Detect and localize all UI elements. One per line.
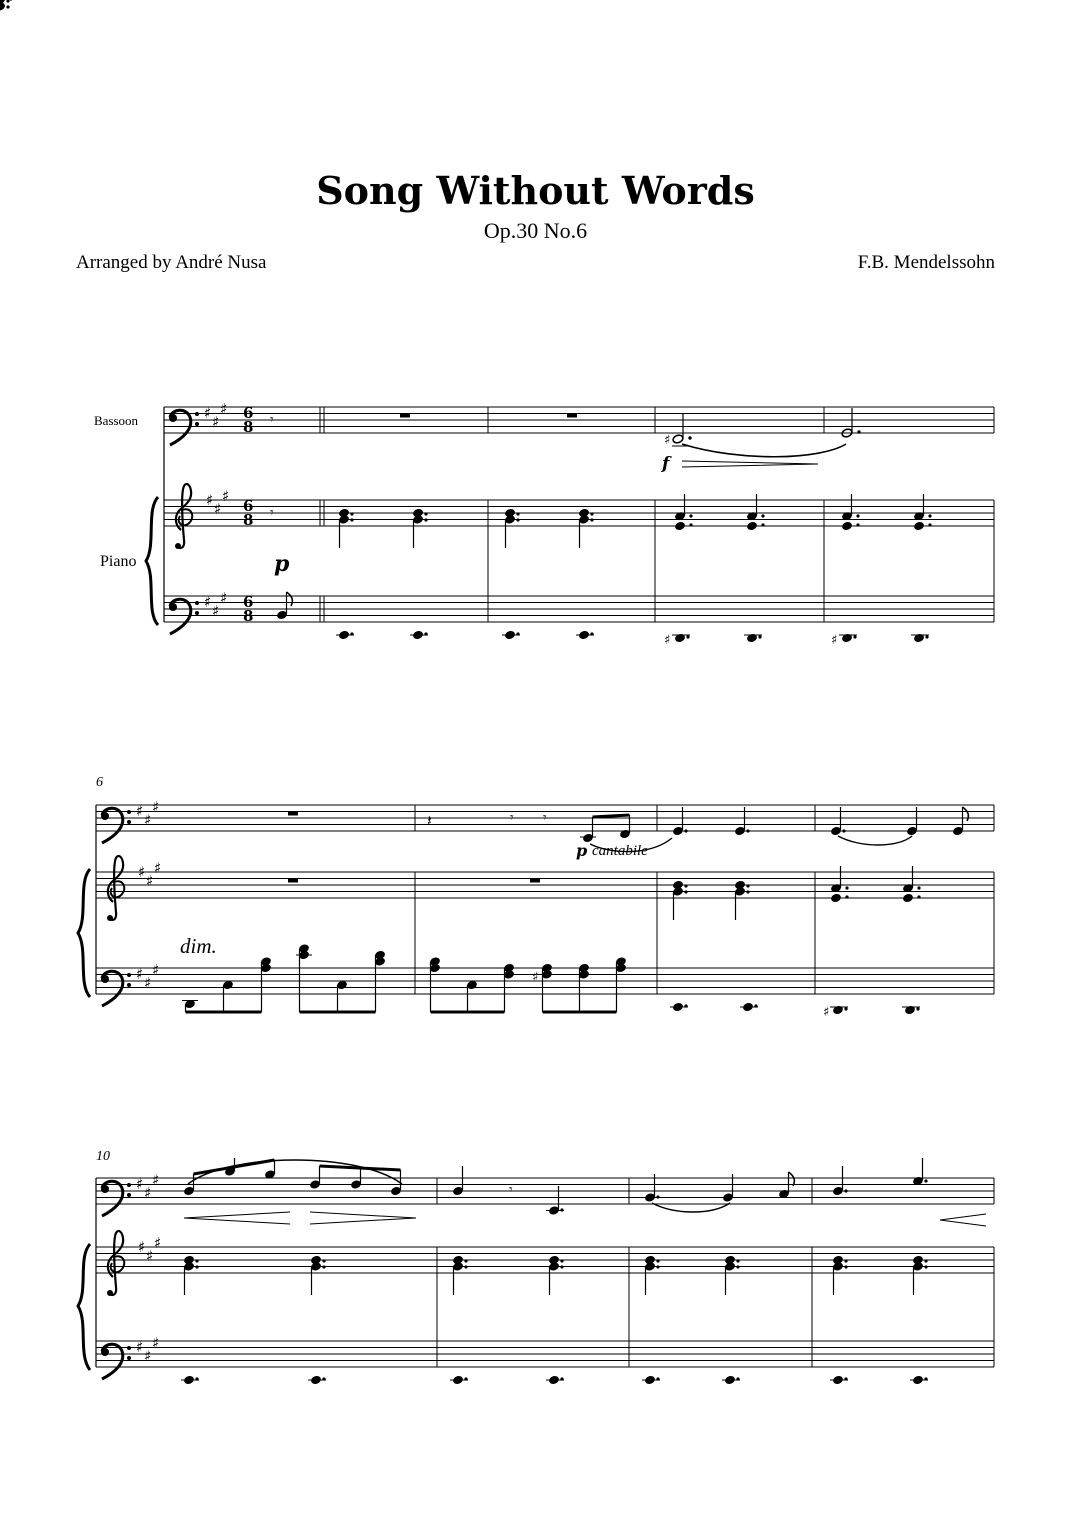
- svg-text:6: 6: [243, 497, 254, 515]
- svg-text:♯: ♯: [136, 965, 144, 983]
- svg-text:♯: ♯: [138, 1238, 146, 1256]
- bassoon-notes: [661, 408, 994, 474]
- bass-clef-icon: [101, 808, 131, 843]
- svg-text:♯: ♯: [144, 811, 152, 829]
- system-3: [78, 1149, 994, 1385]
- svg-text:♯: ♯: [146, 1247, 154, 1265]
- piano-bass-staff: [164, 596, 994, 622]
- svg-text:♯: ♯: [152, 798, 160, 816]
- treble-clef-icon: [107, 856, 124, 921]
- svg-text:♯: ♯: [146, 872, 154, 890]
- score-title: Song Without Words: [316, 168, 755, 213]
- arranger-credit: Arranged by André Nusa: [76, 252, 267, 273]
- system-1: [0, 0, 994, 648]
- svg-text:♯: ♯: [212, 413, 220, 431]
- svg-text:♯: ♯: [664, 633, 671, 648]
- bassoon-label: Bassoon: [94, 413, 139, 428]
- svg-text:♯: ♯: [138, 863, 146, 881]
- eighth-rest-icon: 𝄾: [270, 412, 274, 428]
- svg-text:♯: ♯: [144, 1347, 152, 1365]
- svg-text:♯: ♯: [532, 970, 539, 985]
- treble-clef-icon: [107, 1231, 124, 1296]
- whole-rest-icon: [567, 414, 577, 418]
- bass-notes-s3: [181, 1375, 928, 1386]
- svg-text:♯: ♯: [214, 500, 222, 518]
- svg-text:♯: ♯: [831, 633, 838, 648]
- svg-text:6: 6: [243, 593, 254, 611]
- svg-text:6: 6: [243, 404, 254, 422]
- piano-bass-notes: [336, 630, 929, 648]
- bass-clef-icon: [169, 599, 199, 634]
- bassoon-staff: [164, 407, 994, 433]
- svg-text:8: 8: [243, 511, 254, 529]
- system-2: [78, 775, 994, 1020]
- svg-text:♯: ♯: [204, 404, 212, 422]
- svg-text:𝄾: 𝄾: [543, 810, 547, 826]
- eighth-rest-icon: 𝄾: [270, 505, 274, 521]
- svg-text:♯: ♯: [152, 961, 160, 979]
- svg-text:𝄽: 𝄽: [427, 811, 432, 830]
- dynamic-p: p: [274, 551, 290, 577]
- svg-text:♯: ♯: [212, 602, 220, 620]
- cantabile-marking: cantabile: [592, 843, 648, 859]
- svg-text:♯: ♯: [152, 1334, 160, 1352]
- svg-text:𝄾: 𝄾: [509, 1182, 513, 1198]
- dynamic-f: f: [662, 454, 670, 474]
- bass-clef-icon: [169, 410, 199, 445]
- piano-treble-chords: [338, 508, 594, 548]
- piano-brace: [146, 497, 158, 625]
- svg-text:♯: ♯: [144, 974, 152, 992]
- svg-text:8: 8: [243, 607, 254, 625]
- score-subtitle: Op.30 No.6: [483, 218, 588, 243]
- measure-number: 6: [96, 775, 103, 790]
- whole-rest-icon: [400, 414, 410, 418]
- bass-arpeggio: [182, 943, 627, 1012]
- svg-text:𝄾: 𝄾: [510, 810, 514, 826]
- dim-marking: dim.: [180, 934, 217, 958]
- composer-credit: F.B. Mendelssohn: [857, 252, 995, 273]
- piano-treble-notes: [0, 0, 10, 35]
- svg-text:♯: ♯: [136, 802, 144, 820]
- measure-number: 10: [96, 1149, 110, 1164]
- svg-text:♯: ♯: [220, 589, 228, 607]
- bass-clef-icon: [101, 1344, 131, 1379]
- svg-text:♯: ♯: [222, 487, 230, 505]
- bass-clef-icon: [101, 971, 131, 1006]
- bass-clef-icon: [101, 1181, 131, 1216]
- svg-text:♯: ♯: [220, 400, 228, 418]
- svg-text:♯: ♯: [823, 1005, 830, 1020]
- svg-text:♯: ♯: [154, 859, 162, 877]
- svg-text:8: 8: [243, 418, 254, 436]
- svg-text:♯: ♯: [664, 433, 671, 448]
- svg-text:♯: ♯: [136, 1338, 144, 1356]
- treble-clef-icon: [175, 484, 192, 549]
- svg-text:♯: ♯: [144, 1184, 152, 1202]
- time-signature: [243, 404, 253, 625]
- svg-text:♯: ♯: [206, 491, 214, 509]
- svg-text:♯: ♯: [204, 593, 212, 611]
- svg-text:♯: ♯: [154, 1234, 162, 1252]
- svg-text:♯: ♯: [152, 1171, 160, 1189]
- piano-label: Piano: [100, 553, 137, 570]
- dynamic-p: p: [576, 841, 588, 860]
- svg-text:♯: ♯: [136, 1175, 144, 1193]
